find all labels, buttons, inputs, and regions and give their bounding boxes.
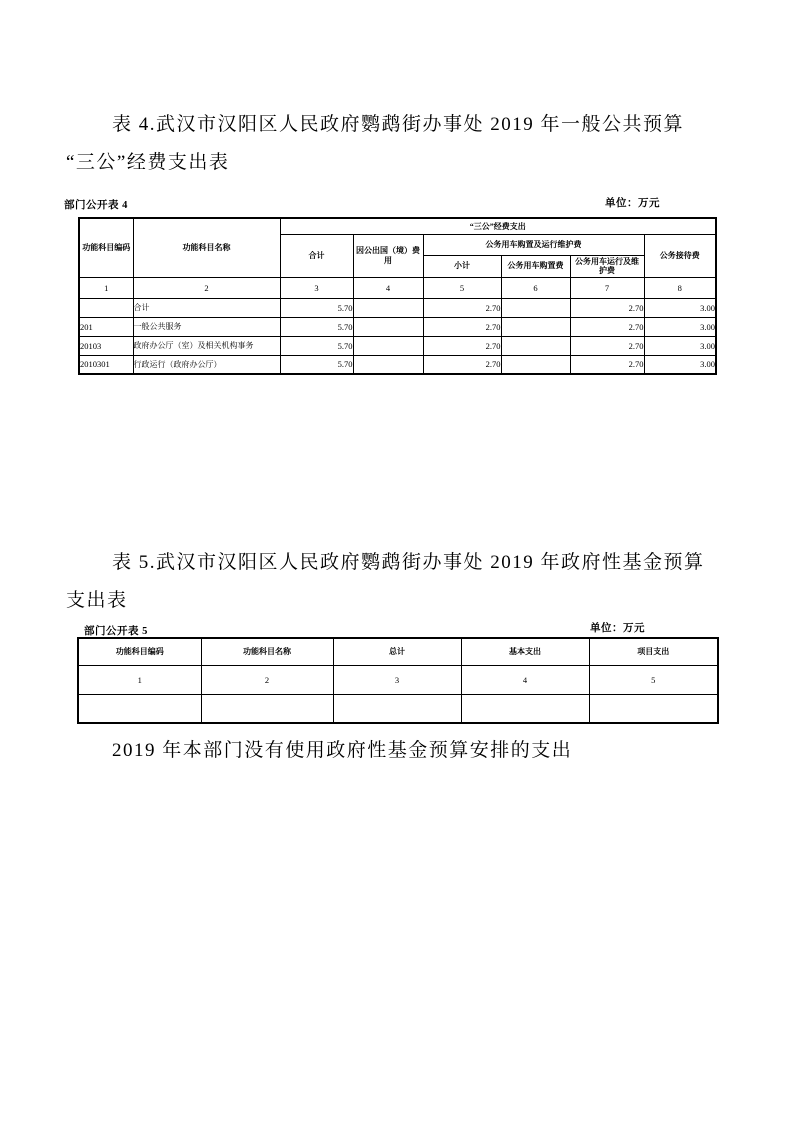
table5-unit-label: 单位：万元: [590, 623, 645, 634]
cell-reception: 3.00: [644, 355, 716, 374]
col-num-2: 2: [201, 665, 333, 694]
cell-abroad: [353, 336, 423, 355]
cell-reception: 3.00: [644, 336, 716, 355]
cell-purchase: [501, 336, 570, 355]
header-total: 合计: [280, 234, 353, 277]
column-number-row: [79, 277, 716, 298]
col-num-6: 6: [501, 277, 570, 298]
col-num-5: 5: [423, 277, 501, 298]
cell-reception: 3.00: [644, 317, 716, 336]
table5-title-line1: 表 5.武汉市汉阳区人民政府鹦鹉街办事处 2019 年政府性基金预算: [112, 552, 705, 573]
header-grand-total: 总计: [333, 638, 461, 665]
cell-total: 5.70: [280, 298, 353, 317]
table5-label: 部门公开表 5: [84, 626, 148, 637]
col-num-4: 4: [353, 277, 423, 298]
empty-data-row: [78, 694, 718, 723]
cell-code: [79, 298, 133, 317]
header-function-code: 功能科目编码: [79, 218, 133, 277]
cell-name: 一般公共服务: [133, 317, 280, 336]
no-fund-expense-note: 2019 年本部门没有使用政府性基金预算安排的支出: [112, 740, 573, 761]
column-number-row: [78, 665, 718, 694]
header-function-name: 功能科目名称: [201, 638, 333, 665]
table-row-total: [79, 298, 716, 317]
cell-name: 行政运行（政府办公厅）: [133, 355, 280, 374]
cell-subtotal: 2.70: [423, 317, 501, 336]
header-sangong-span: “三公”经费支出: [280, 218, 716, 234]
cell-total: 5.70: [280, 355, 353, 374]
empty-cell: [589, 694, 718, 723]
header-function-name: 功能科目名称: [133, 218, 280, 277]
cell-code: 201: [79, 317, 133, 336]
cell-subtotal: 2.70: [423, 355, 501, 374]
table5-title: [66, 544, 726, 620]
table4-title-line1: 表 4.武汉市汉阳区人民政府鹦鹉街办事处 2019 年一般公共预算: [112, 114, 685, 135]
empty-cell: [201, 694, 333, 723]
cell-operation: 2.70: [570, 336, 644, 355]
cell-name: 政府办公厅（室）及相关机构事务: [133, 336, 280, 355]
table4-unit-label: 单位：万元: [605, 198, 660, 209]
empty-cell: [461, 694, 589, 723]
government-fund-table: [77, 637, 719, 724]
cell-subtotal: 2.70: [423, 298, 501, 317]
table-row-2010301: [79, 355, 716, 374]
col-num-4: 4: [461, 665, 589, 694]
table-row-20103: [79, 336, 716, 355]
cell-purchase: [501, 298, 570, 317]
cell-abroad: [353, 355, 423, 374]
empty-cell: [78, 694, 201, 723]
table-row-201: [79, 317, 716, 336]
table5-header-row: [78, 638, 718, 665]
cell-total: 5.70: [280, 336, 353, 355]
header-function-code: 功能科目编码: [78, 638, 201, 665]
cell-code: 2010301: [79, 355, 133, 374]
cell-name: 合计: [133, 298, 280, 317]
cell-code: 20103: [79, 336, 133, 355]
cell-operation: 2.70: [570, 317, 644, 336]
header-reception: 公务接待费: [644, 234, 716, 277]
header-purchase: 公务用车购置费: [501, 255, 570, 277]
cell-abroad: [353, 317, 423, 336]
cell-purchase: [501, 317, 570, 336]
col-num-1: 1: [79, 277, 133, 298]
cell-total: 5.70: [280, 317, 353, 336]
col-num-7: 7: [570, 277, 644, 298]
cell-subtotal: 2.70: [423, 336, 501, 355]
sangong-expense-table: [78, 217, 717, 375]
col-num-3: 3: [333, 665, 461, 694]
header-operation: 公务用车运行及维护费: [570, 255, 644, 277]
header-subtotal: 小计: [423, 255, 501, 277]
table4-title: [66, 106, 726, 182]
table5-title-line2: 支出表: [66, 590, 128, 611]
empty-cell: [333, 694, 461, 723]
header-project-expense: 项目支出: [589, 638, 718, 665]
header-vehicle-span: 公务用车购置及运行维护费: [423, 234, 644, 255]
cell-purchase: [501, 355, 570, 374]
table4-label: 部门公开表 4: [64, 200, 128, 211]
col-num-3: 3: [280, 277, 353, 298]
header-abroad: 因公出国（境）费用: [353, 234, 423, 277]
cell-abroad: [353, 298, 423, 317]
cell-reception: 3.00: [644, 298, 716, 317]
header-basic-expense: 基本支出: [461, 638, 589, 665]
col-num-5: 5: [589, 665, 718, 694]
table4-title-line2: “三公”经费支出表: [66, 152, 230, 173]
cell-operation: 2.70: [570, 298, 644, 317]
cell-operation: 2.70: [570, 355, 644, 374]
col-num-2: 2: [133, 277, 280, 298]
col-num-8: 8: [644, 277, 716, 298]
col-num-1: 1: [78, 665, 201, 694]
